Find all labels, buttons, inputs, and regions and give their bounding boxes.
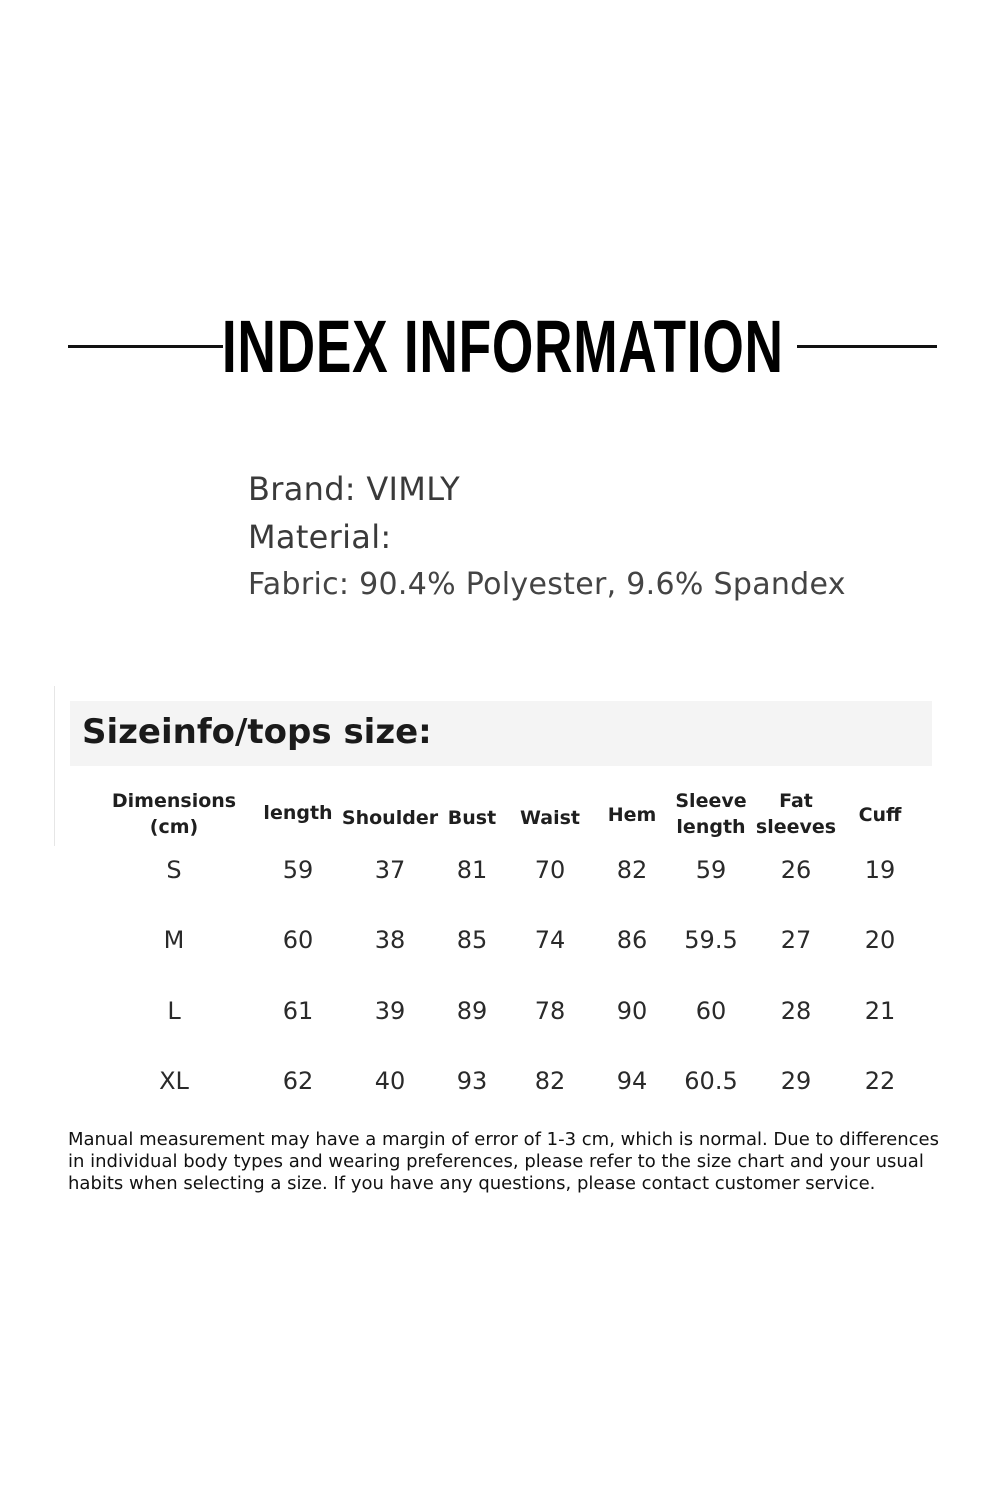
table-cell: 89 <box>456 997 488 1025</box>
table-header-cell: Fat sleeves <box>755 790 837 838</box>
size-table <box>0 780 1000 1110</box>
table-cell: 59 <box>695 856 727 884</box>
size-label-cell: XL <box>159 1067 189 1095</box>
table-cell: 94 <box>616 1067 648 1095</box>
table-cell: 82 <box>534 1067 566 1095</box>
table-cell: 39 <box>374 997 406 1025</box>
fabric-line: Fabric: 90.4% Polyester, 9.6% Spandex <box>248 567 846 602</box>
table-header-cell: Cuff <box>858 804 902 826</box>
table-cell: 74 <box>534 926 566 954</box>
table-cell: 90 <box>616 997 648 1025</box>
table-header-cell: Waist <box>519 807 581 829</box>
table-cell: 86 <box>616 926 648 954</box>
table-header-cell: Sleeve length <box>675 790 747 838</box>
table-cell: 19 <box>864 856 896 884</box>
table-cell: 26 <box>780 856 812 884</box>
table-cell: 60.5 <box>684 1067 738 1095</box>
table-cell: 61 <box>282 997 314 1025</box>
table-header-cell: Dimensions (cm) <box>111 790 237 838</box>
table-cell: 40 <box>374 1067 406 1095</box>
table-cell: 22 <box>864 1067 896 1095</box>
brand-line: Brand: VIMLY <box>248 470 460 508</box>
table-cell: 27 <box>780 926 812 954</box>
table-cell: 38 <box>374 926 406 954</box>
table-cell: 59 <box>282 856 314 884</box>
table-header-cell: length <box>263 802 333 824</box>
measurement-note: Manual measurement may have a margin of error of 1-3 cm, which is normal. Due to differences in individual body types and wearing preferences, please refer to the size chart and your usual habits when selecting a size. If you have any questions, please contact customer service. <box>68 1129 940 1194</box>
table-cell: 62 <box>282 1067 314 1095</box>
table-cell: 29 <box>780 1067 812 1095</box>
table-cell: 81 <box>456 856 488 884</box>
table-header-cell: Shoulder <box>341 807 439 829</box>
table-cell: 85 <box>456 926 488 954</box>
size-label-cell: L <box>167 997 181 1025</box>
table-cell: 78 <box>534 997 566 1025</box>
table-cell: 59.5 <box>684 926 738 954</box>
table-header-cell: Hem <box>607 804 657 826</box>
table-cell: 60 <box>695 997 727 1025</box>
table-cell: 20 <box>864 926 896 954</box>
table-cell: 21 <box>864 997 896 1025</box>
table-cell: 28 <box>780 997 812 1025</box>
table-cell: 93 <box>456 1067 488 1095</box>
table-cell: 82 <box>616 856 648 884</box>
table-cell: 60 <box>282 926 314 954</box>
size-label-cell: M <box>163 926 185 954</box>
size-info-title: Sizeinfo/tops size: <box>82 712 432 752</box>
table-cell: 70 <box>534 856 566 884</box>
material-line: Material: <box>248 518 392 556</box>
size-info-banner <box>70 701 932 766</box>
product-info <box>248 465 846 609</box>
size-label-cell: S <box>166 856 182 884</box>
title-divider-right <box>797 345 937 348</box>
page-title: INDEX INFORMATION <box>221 305 784 388</box>
table-cell: 37 <box>374 856 406 884</box>
table-header-cell: Bust <box>447 807 497 829</box>
